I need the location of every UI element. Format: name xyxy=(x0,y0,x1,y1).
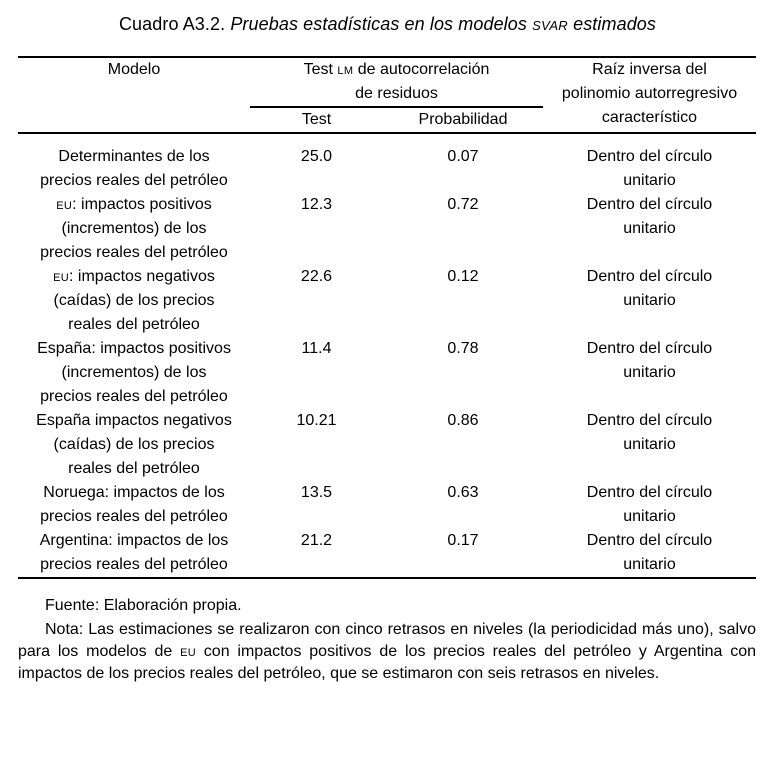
header-inverse-root: Raíz inversa del polinomio autorregresivo característico xyxy=(561,61,738,126)
table-caption xyxy=(0,0,775,35)
model-cell: eu: impactos positivos (incrementos) de los precios reales del petróleo xyxy=(40,196,228,261)
caption-svar-smallcaps: svar xyxy=(532,14,568,34)
caption-number: Cuadro A3.2. xyxy=(118,14,231,34)
table-row xyxy=(18,409,756,481)
root-cell: Dentro del círculo unitario xyxy=(586,532,713,573)
test-value: 22.6 xyxy=(300,268,333,285)
test-value: 12.3 xyxy=(300,196,333,213)
probability-value: 0.78 xyxy=(447,340,479,357)
probability-value: 0.17 xyxy=(447,532,479,549)
model-cell: Determinantes de los precios reales del petróleo xyxy=(18,133,250,193)
source-note: Fuente: Elaboración propia. xyxy=(45,597,242,614)
table-row xyxy=(18,337,756,409)
probability-value: 0.07 xyxy=(383,133,543,193)
header-lm-line1: Test lm de autocorrelación xyxy=(303,61,490,78)
methodology-note: Nota: Las estimaciones se realizaron con cinco retrasos en niveles (la periodicidad más uno), salvo para los modelos de eu con impactos positivos de los precios reales del petróleo y Argentina con impactos de los precios reales del petróleo, que se estimaron con seis retrasos en niveles. xyxy=(18,621,756,682)
table-row xyxy=(18,481,756,529)
model-cell: España impactos negativos (caídas) de los precios reales del petróleo xyxy=(36,412,232,477)
root-cell: Dentro del círculo unitario xyxy=(586,196,713,237)
model-cell: España: impactos positivos (incrementos) de los precios reales del petróleo xyxy=(37,340,231,405)
probability-value: 0.12 xyxy=(447,268,479,285)
test-value: 25.0 xyxy=(250,133,383,193)
test-value: 11.4 xyxy=(301,340,332,357)
model-cell: eu: impactos negativos (caídas) de los precios reales del petróleo xyxy=(53,268,215,333)
root-cell: Dentro del círculo unitario xyxy=(586,412,713,453)
probability-value: 0.72 xyxy=(447,196,479,213)
root-cell: Dentro del círculo unitario xyxy=(586,340,713,381)
table-body xyxy=(18,133,756,578)
root-cell: Dentro del círculo unitario xyxy=(586,268,713,309)
lm-smallcaps: lm xyxy=(337,61,354,78)
subheader-probabilidad: Probabilidad xyxy=(418,111,508,128)
root-cell: Dentro del círculo unitario xyxy=(543,133,756,193)
subheader-test: Test xyxy=(301,111,332,128)
table-row xyxy=(18,265,756,337)
header-lm-test-spanner xyxy=(250,57,543,107)
eu-smallcaps: eu xyxy=(53,268,70,285)
header-modelo: Modelo xyxy=(107,61,161,78)
table-row xyxy=(18,529,756,578)
model-cell: Noruega: impactos de los precios reales del petróleo xyxy=(40,484,228,525)
caption-text-italic-end: estimados xyxy=(567,14,657,34)
probability-value: 0.63 xyxy=(447,484,479,501)
header-lm-line2: de residuos xyxy=(355,85,438,102)
test-value: 13.5 xyxy=(300,484,333,501)
test-value: 10.21 xyxy=(296,412,337,429)
svar-results-table xyxy=(18,56,756,579)
table-row xyxy=(18,193,756,265)
test-value: 21.2 xyxy=(300,532,333,549)
probability-value: 0.86 xyxy=(447,412,479,429)
caption-text-italic: Pruebas estadísticas en los modelos xyxy=(230,14,533,34)
root-cell: Dentro del círculo unitario xyxy=(586,484,713,525)
table-header xyxy=(18,57,756,133)
eu-smallcaps: eu xyxy=(180,643,196,660)
eu-smallcaps: eu xyxy=(56,196,73,213)
model-cell: Argentina: impactos de los precios reales del petróleo xyxy=(39,532,229,573)
table-row xyxy=(18,133,756,193)
